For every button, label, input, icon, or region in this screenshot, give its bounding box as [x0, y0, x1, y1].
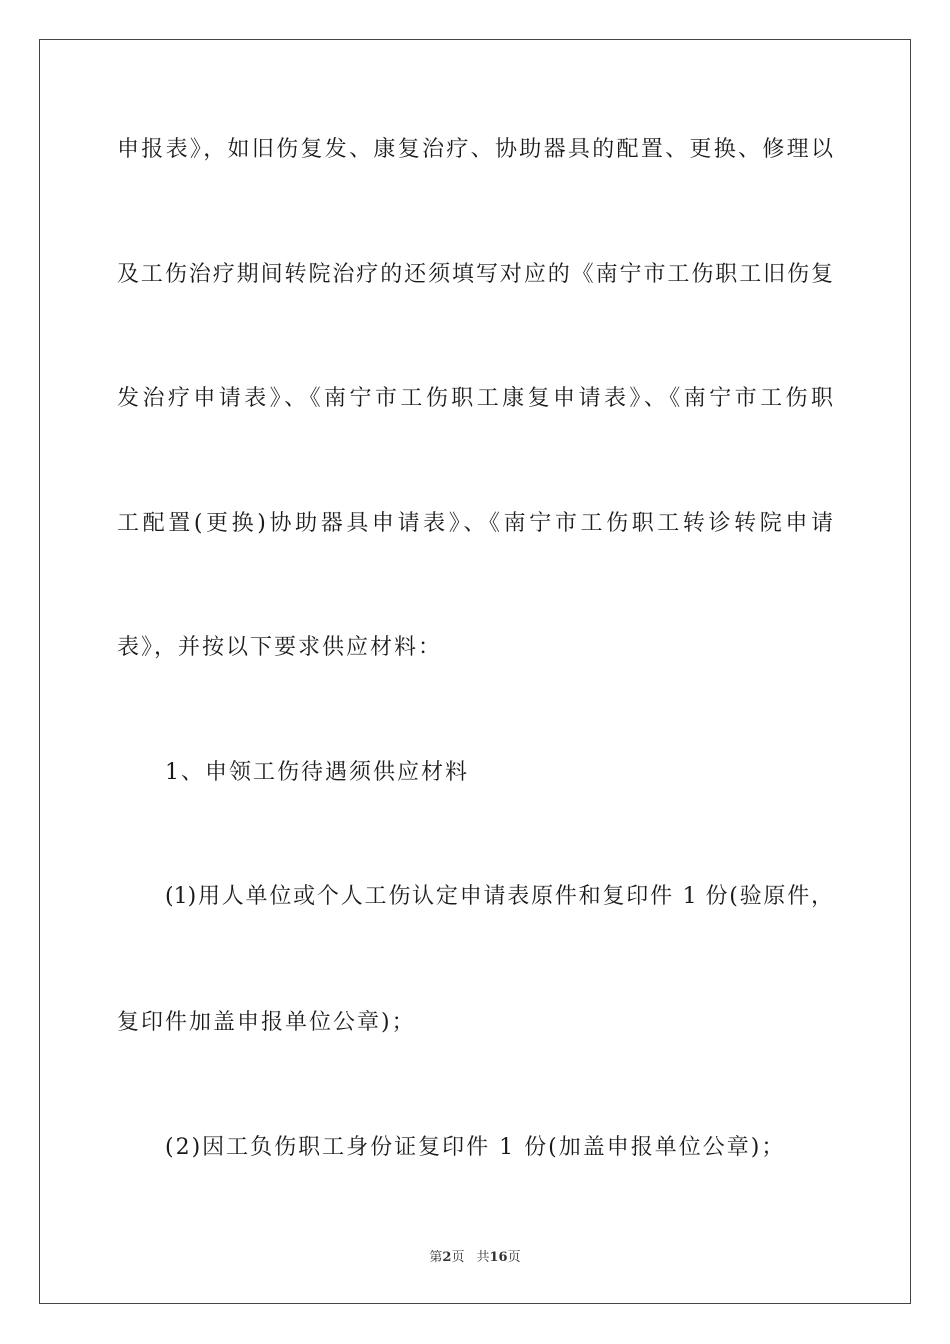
- page-border: [39, 39, 911, 1304]
- list-item-2: (2)因工负伤职工身份证复印件 1 份(加盖申报单位公章)；: [165, 1135, 786, 1160]
- footer-page-number: 2: [442, 1250, 452, 1265]
- page-footer: [0, 1249, 950, 1267]
- footer-page-suffix: 页: [451, 1250, 465, 1265]
- body-line-5: 表》，并按以下要求供应材料：: [117, 635, 443, 660]
- footer-total-suffix: 页: [507, 1250, 521, 1265]
- body-line-4: 工配置(更换)协助器具申请表》、《南宁市工伤职工转诊转院申请: [117, 511, 833, 536]
- footer-total-pages: 16: [489, 1250, 508, 1265]
- body-line-2: 及工伤治疗期间转院治疗的还须填写对应的《南宁市工伤职工旧伤复: [117, 262, 833, 287]
- body-line-1: 申报表》，如旧伤复发、康复治疗、协助器具的配置、更换、修理以: [117, 137, 833, 162]
- section-heading: 1、申领工伤待遇须供应材料: [165, 760, 469, 785]
- body-line-3: 发治疗申请表》、《南宁市工伤职工康复申请表》、《南宁市工伤职: [117, 386, 833, 411]
- list-item-1-line-1: (1)用人单位或个人工伤认定申请表原件和复印件 1 份(验原件，: [165, 884, 833, 909]
- footer-total-prefix: 共: [476, 1250, 490, 1265]
- list-item-1-line-2: 复印件加盖申报单位公章)；: [117, 1010, 416, 1035]
- footer-page-prefix: 第: [429, 1250, 443, 1265]
